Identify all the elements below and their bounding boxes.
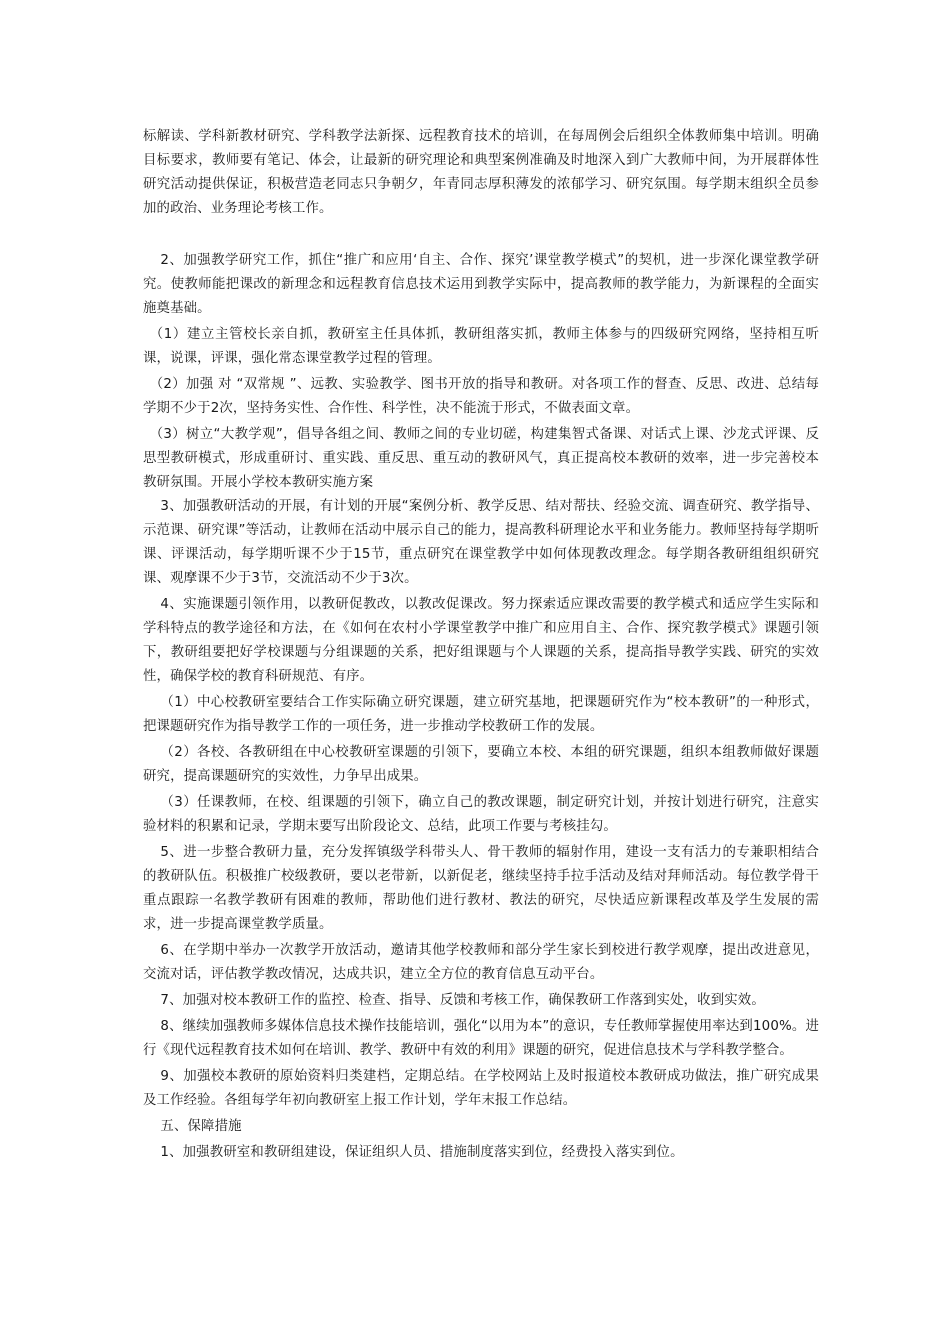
- paragraph-subitem-3-teachers: （3）任课教师，在校、组课题的引领下，确立自己的教改课题，制定研究计划，并按计划进行研究，注意实验材料的积累和记录，学期末要写出阶段论文、总结，此项工作要与考核挂勾。: [143, 795, 819, 834]
- paragraph-item-8-multimedia: 8、继续加强教师多媒体信息技术操作技能培训，强化“以用为本”的意识，专任教师掌握使用率达到100%。进行《现代远程教育技术如何在培训、教学、教研中有效的利用》课题的研究，促进信息技术与学科教学整合。: [143, 1019, 819, 1058]
- paragraph-item-2-teaching-research: 2、加强教学研究工作，抓住“推广和应用‘自主、合作、探究’课堂教学模式”的契机，进一步深化课堂教学研究。使教师能把课改的新理念和远程教育信息技术运用到教学实际中，提高教师的教学能力，为新课程的全面实施奠基础。: [143, 253, 819, 316]
- paragraph-subitem-3-teaching-view: （3）树立“大教学观”，倡导各组之间、教师之间的专业切磋，构建集智式备课、对话式上课、沙龙式评课、反思型教研模式，形成重研讨、重实践、重反思、重互动的教研风气，真正提高校本教研的效率，进一步完善校本教研氛围。开展小学校本教研实施方案: [143, 427, 819, 490]
- paragraph-item-6-open-activity: 6、在学期中举办一次教学开放活动，邀请其他学校教师和部分学生家长到校进行教学观摩，提出改进意见，交流对话，评估教学教改情况，达成共识，建立全方位的教育信息互动平台。: [143, 943, 819, 982]
- paragraph-subitem-2-schools: （2）各校、各教研组在中心校教研室课题的引领下，要确立本校、本组的研究课题，组织本组教师做好课题研究，提高课题研究的实效性，力争早出成果。: [143, 745, 819, 784]
- intro-paragraph: 标解读、学科新教材研究、学科教学法新探、远程教育技术的培训，在每周例会后组织全体教师集中培训。明确目标要求，教师要有笔记、体会，让最新的研究理论和典型案例准确及时地深入到广大教师中间，为开展群体性研究活动提供保证，积极营造老同志只争朝夕，年青同志厚积薄发的浓郁学习、研究氛围。每学期末组织全员参加的政治、业务理论考核工作。: [143, 129, 819, 216]
- paragraph-item-3-research-activities: 3、加强教研活动的开展，有计划的开展“案例分析、教学反思、结对帮扶、经验交流、调查研究、教学指导、示范课、研究课”等活动，让教师在活动中展示自己的能力，提高教科研理论水平和业务能力。教师坚持每学期听课、评课活动，每学期听课不少于15节，重点研究在课堂教学中如何体现教改理念。每学期各教研组组织研究课、观摩课不少于3节，交流活动不少于3次。: [143, 499, 819, 586]
- paragraph-subitem-1-network: （1）建立主管校长亲自抓，教研室主任具体抓，教研组落实抓，教师主体参与的四级研究网络，坚持相互听课，说课，评课，强化常态课堂教学过程的管理。: [143, 327, 819, 366]
- paragraph-item-5-integration: 5、进一步整合教研力量，充分发挥镇级学科带头人、骨干教师的辐射作用，建设一支有活力的专兼职相结合的教研队伍。积极推广校级教研，要以老带新，以新促老，继续坚持手拉手活动及结对拜师活动。每位教学骨干重点跟踪一名教学教研有困难的教师，帮助他们进行教材、教法的研究，尽快适应新课程改革及学生发展的需求，进一步提高课堂教学质量。: [143, 845, 819, 932]
- paragraph-item-7-monitoring: 7、加强对校本教研工作的监控、检查、指导、反馈和考核工作，确保教研工作落到实处，收到实效。: [160, 993, 765, 1008]
- paragraph-subitem-2-double-routine: （2）加强 对 “双常规 ”、远教、实验教学、图书开放的指导和教研。对各项工作的督查、反思、改进、总结每学期不少于2次，坚持务实性、合作性、科学性，决不能流于形式，不做表面文章。: [143, 377, 819, 416]
- paragraph-item-4-topic-guidance: 4、实施课题引领作用，以教研促教改，以教改促课改。努力探索适应课改需要的教学模式和适应学生实际和学科特点的教学途径和方法，在《如何在农村小学课堂教学中推广和应用自主、合作、探究教学模式》课题引领下，教研组要把好学校课题与分组课题的关系，把好组课题与个人课题的关系，提高指导教学实践、研究的实效性，确保学校的教育科研规范、有序。: [143, 597, 819, 684]
- paragraph-subitem-1-center-school: （1）中心校教研室要结合工作实际确立研究课题，建立研究基地，把课题研究作为“校本教研”的一种形式，把课题研究作为指导教学工作的一项任务，进一步推动学校教研工作的发展。: [143, 695, 819, 734]
- paragraph-item-9-archiving: 9、加强校本教研的原始资料归类建档，定期总结。在学校网站上及时报道校本教研成功做法，推广研究成果及工作经验。各组每学年初向教研室上报工作计划，学年末报工作总结。: [143, 1069, 819, 1108]
- intro-section: [143, 125, 819, 221]
- paragraph-safeguard-1: 1、加强教研室和教研组建设，保证组织人员、措施制度落实到位，经费投入落实到位。: [160, 1145, 684, 1160]
- section-heading-safeguards: 五、保障措施: [160, 1119, 242, 1134]
- main-section: [143, 249, 819, 1165]
